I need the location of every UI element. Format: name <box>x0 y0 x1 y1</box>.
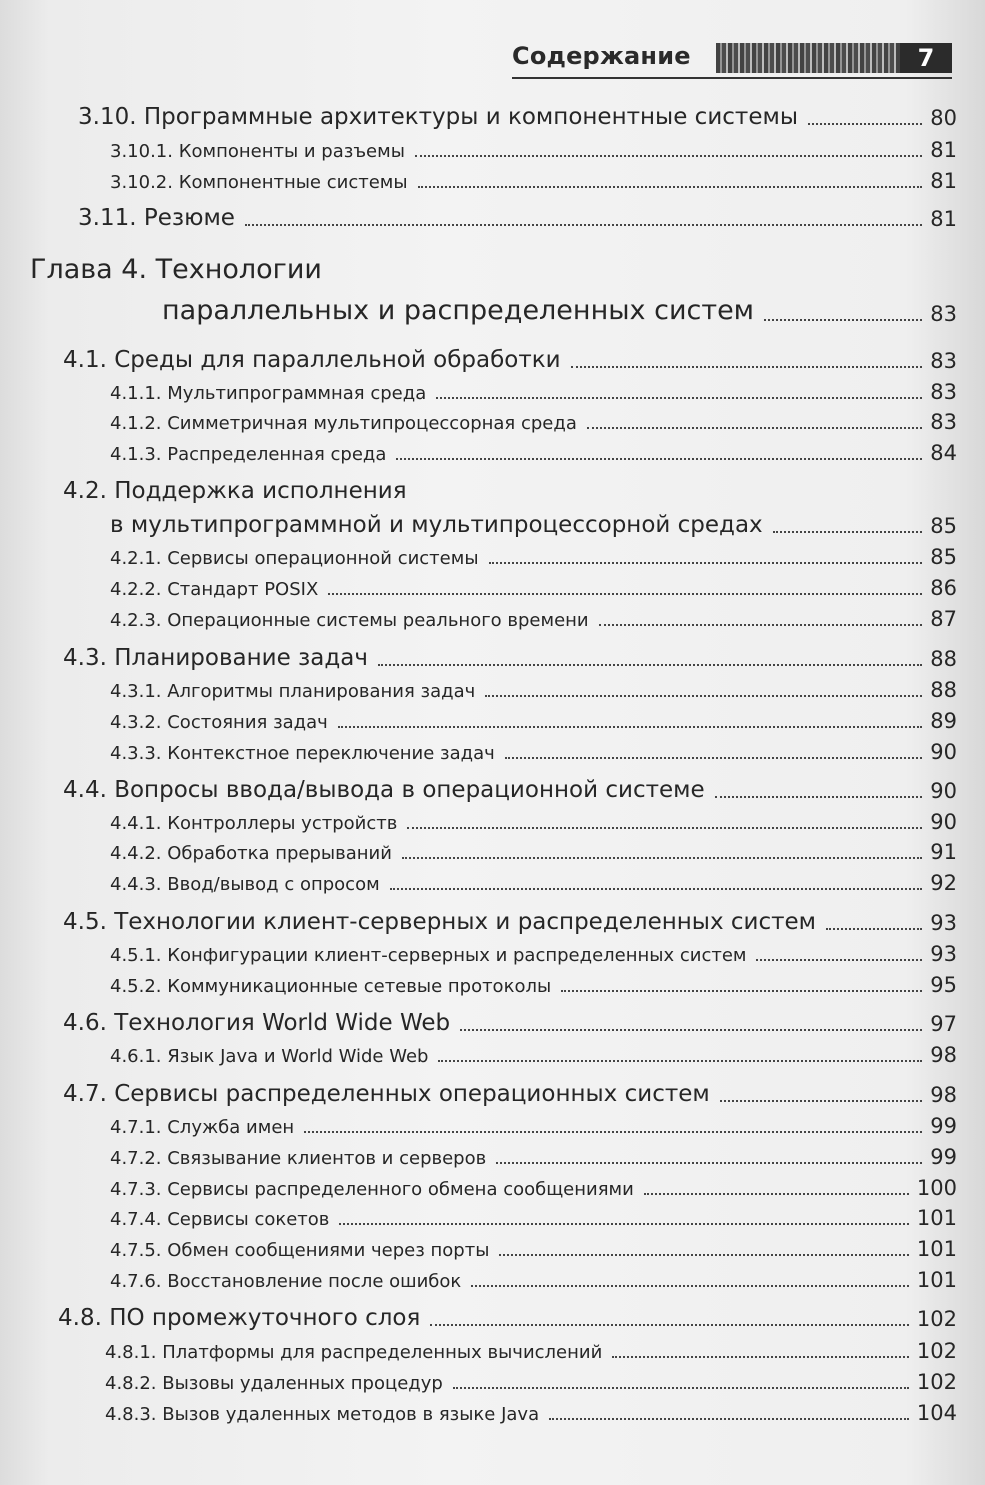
toc-entry: 4.7.1. Служба имен 99 <box>110 1114 957 1138</box>
toc-entry: 4.1.1. Мультипрограммная среда 83 <box>110 380 957 404</box>
toc-entry: 4.4. Вопросы ввода/вывода в операционной системе 90 <box>63 777 957 803</box>
toc-entry: 4.2.3. Операционные системы реального времени 87 <box>110 607 957 631</box>
toc-entry: 4.1. Среды для параллельной обработки 83 <box>63 347 957 373</box>
toc-entry: 4.4.1. Контроллеры устройств 90 <box>110 810 957 834</box>
toc-entry: 4.8.2. Вызовы удаленных процедур 102 <box>105 1370 957 1394</box>
toc-entry: 4.3.3. Контекстное переключение задач 90 <box>110 740 957 764</box>
toc-entry: 4.3.2. Состояния задач 89 <box>110 709 957 733</box>
toc-entry: 4.2.2. Стандарт POSIX 86 <box>110 576 957 600</box>
toc-entry: 4.4.3. Ввод/вывод с опросом 92 <box>110 871 957 895</box>
toc-entry: 4.7.3. Сервисы распределенного обмена сообщениями 100 <box>110 1176 957 1200</box>
toc-entry-line: 4.2. Поддержка исполнения <box>63 478 407 504</box>
toc-entry: 4.2.1. Сервисы операционной системы 85 <box>110 545 957 569</box>
toc-entry: 4.7.5. Обмен сообщениями через порты 101 <box>110 1237 957 1261</box>
toc-entry: 4.7. Сервисы распределенных операционных систем 98 <box>63 1081 957 1107</box>
toc-entry: 3.10.1. Компоненты и разъемы 81 <box>110 138 957 162</box>
toc-entry: 4.5. Технологии клиент-серверных и распределенных систем 93 <box>63 909 957 935</box>
toc-entry: 4.4.2. Обработка прерываний 91 <box>110 840 957 864</box>
toc-entry: 4.1.3. Распределенная среда 84 <box>110 441 957 465</box>
toc-entry: 4.8.1. Платформы для распределенных вычислений 102 <box>105 1339 957 1363</box>
toc-entry: 4.5.1. Конфигурации клиент-серверных и распределенных систем 93 <box>110 942 957 966</box>
toc-entry: 4.6. Технология World Wide Web 97 <box>63 1010 957 1036</box>
toc-entry: 4.8. ПО промежуточного слоя 102 <box>58 1305 957 1331</box>
toc-entry: 3.10. Программные архитектуры и компонентные системы 80 <box>78 104 957 130</box>
chapter-title: Глава 4. Технологии <box>30 254 322 285</box>
toc-entry: 3.11. Резюме 81 <box>78 205 957 231</box>
toc-entry: 4.5.2. Коммуникационные сетевые протоколы 95 <box>110 973 957 997</box>
toc-entry: 4.3.1. Алгоритмы планирования задач 88 <box>110 678 957 702</box>
toc-entry: 4.6.1. Язык Java и World Wide Web 98 <box>110 1043 957 1067</box>
toc-entry: 4.7.6. Восстановление после ошибок 101 <box>110 1268 957 1292</box>
toc-entry: 4.3. Планирование задач 88 <box>63 645 957 671</box>
page-number: 7 <box>900 43 952 73</box>
toc-entry: в мультипрограммной и мультипроцессорной средах 85 <box>110 512 957 538</box>
toc-entry: 4.8.3. Вызов удаленных методов в языке Java 104 <box>105 1401 957 1425</box>
toc-entry: 4.1.2. Симметричная мультипроцессорная среда 83 <box>110 410 957 434</box>
toc-entry: 3.10.2. Компонентные системы 81 <box>110 169 957 193</box>
toc-entry: 4.7.2. Связывание клиентов и серверов 99 <box>110 1145 957 1169</box>
header-title: Содержание <box>512 42 691 70</box>
toc-entry: 4.7.4. Сервисы сокетов 101 <box>110 1206 957 1230</box>
toc-entry: параллельных и распределенных систем 83 <box>162 295 957 326</box>
